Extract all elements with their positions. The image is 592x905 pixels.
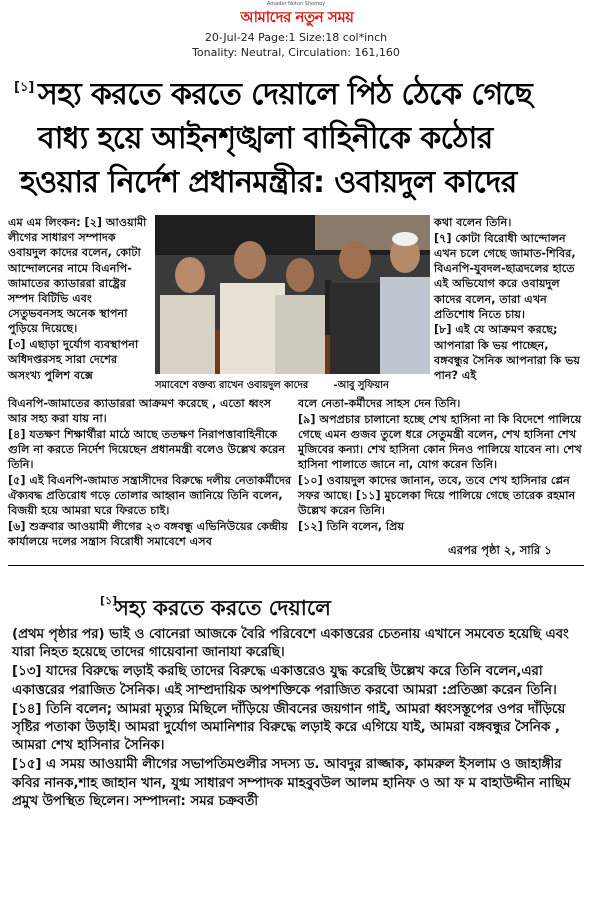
left-column-top — [8, 215, 150, 383]
headline-marker: [১] — [14, 80, 35, 95]
article-paragraph: এম এম লিংকন: [২] আওয়ামী লীগের সাধারণ সম্পাদক ওবায়দুল কাদের বলেন, কোটা আন্দোলনের নামে বিএনপি- জামাতের ক্যাডাররা রাষ্ট্রের সম্পদ বিটিভি এবং সেতুভবনসহ অনেক স্থাপনা পুড়িয়ে দিয়েছে। — [8, 216, 147, 336]
article-paragraph: (প্রথম পৃষ্ঠার পর) ভাই ও বোনেরা আজকে বৈরি পরিবেশে একাত্তরের চেতনায় এখানে সমবেত হয়েছি এবং যারা নিহত হয়েছে তাদের গায়েবানা জানাযা করেছি। — [12, 627, 569, 661]
continuation-marker: [১] — [100, 594, 118, 607]
article-paragraph: [৩] এছাড়া দুর্যোগ ব্যবস্থাপনা অধিদপ্তরসহ সারা দেশের অসংখ্য পুলিশ বক্সে — [8, 338, 139, 382]
article-paragraph: কথা বলেন তিনি। — [434, 216, 512, 229]
article-paragraph: [১২] তিনি বলেন, প্রিয় — [298, 520, 405, 534]
article-paragraph: [১৩] যাদের বিরুদ্ধে লড়াই করছি তাদের বিরুদ্ধে একাত্তরেও যুদ্ধ করেছি উল্লেখ করে তিনি বলেন,এরা একাত্তরের পরাজিত সৈনিক। এই সাম্প্রদায়িক অপশক্তিকে পরাজিত করবো আমরা :প্রতিজ্ঞা করেন তিনি। — [12, 664, 557, 698]
article-paragraph: [১৫] এ সময় আওয়ামী লীগের সভাপতিমণ্ডলীর সদস্য ড. আবদুর রাজ্জাক, কামরুল ইসলাম ও জাহাঙ্গীর কবির নানক,শাহ জাহান খান, যুগ্ম সাধারণ সম্পাদক মাহবুবউল আলম হানিফ ও আ ফ ম বাহাউদ্দীন নাছিম প্রমুখ উপস্থিত ছিলেন। সম্পাদনা: সমর চক্রবর্তী — [12, 757, 571, 809]
continued-on-label: এরপর পৃষ্ঠা ২, সারি ১ — [448, 543, 552, 557]
article-paragraph: [১৪] তিনি বলেন; আমরা মৃত্যুর মিছিলে দাঁড়িয়ে জীবনের জয়গান গাই, আমরা ধ্বংসস্তূপের ওপর দাঁড়িয়ে সৃষ্টির পতাকা উড়াই। আমরা দুর্যোগ অমানিশার বিরুদ্ধে লড়াই করে এগিয়ে যাই, আমরা বঙ্গবন্ধুর সৈনিক , আমরা শেখ হাসিনার সৈনিক। — [12, 701, 566, 754]
continuation-title: সহ্য করতে করতে দেয়ালে — [115, 596, 331, 620]
article-paragraph: [৭] কোটা বিরোধী আন্দোলন এখন চলে গেছে জামাত-শিবির, বিএনপি-যুবদল-ছাত্রদলের হাতে এই অভিযোগ করে ওবায়দুল কাদের বলেন, তারা এখন প্রতিশোধ নিতে চায়। — [434, 231, 576, 321]
article-photo — [155, 215, 430, 374]
rally-photo-illustration — [155, 215, 430, 374]
article-paragraph: [৯] অপপ্রচার চালানো হচ্ছে শেখ হাসিনা না কি বিদেশে পালিয়ে গেছে এমন গুজব তুলে ধরে সেতুমন্ত্রী বলেন, শেখ হাসিনা শেখ মুজিবের কন্যা। শেখ হাসিনা কোন দিনও পালিয়ে যাবেন না। শেখ হাসিনা পালাতে জানে না, যোগ করেন তিনি। — [298, 412, 582, 472]
headline-line-3: হওয়ার নির্দেশ প্রধানমন্ত্রীর: ওবায়দুল কাদের — [20, 165, 517, 200]
article-paragraph: [৪] যতক্ষণ শিক্ষার্থীরা মাঠে আছে ততক্ষণ নিরাপত্তাবাহিনীকে গুলি না করতে নির্দেশ দিয়েছেন প্রধানমন্ত্রী বলেও উল্লেখ করেন তিনি। — [8, 427, 286, 472]
masthead-logo: আমাদের নতুন সময় — [240, 8, 354, 26]
article-paragraph: [৫] এই বিএনপি-জামাত সন্ত্রাসীদের বিরুদ্ধে দলীয় নেতাকর্মীদের ঐক্যবদ্ধ প্রতিরোধ গড়ে তোলার আহ্বান জানিয়ে তিনি বলেন, বিজয়ী হয়ে আমরা ঘরে ফিরতে চাই। — [8, 474, 292, 518]
article-paragraph: [৬] শুক্রবার আওয়ামী লীগের ২৩ বঙ্গবন্ধু এভিনিউয়ের কেন্দ্রীয় কার্যালয়ে দলের সন্ত্রাস বিরোধী সমাবেশে এসব — [8, 520, 288, 549]
masthead-subtitle: Amader Notun Shomoy — [266, 1, 326, 7]
article-paragraph: বলে নেতা-কর্মীদের সাহস দেন তিনি। — [298, 397, 461, 410]
clipping-meta-date: 20-Jul-24 Page:1 Size:18 col*inch — [204, 31, 388, 44]
article-paragraph: বিএনপি-জামাতের ক্যাডাররা আক্রমণ করেছে , এতো ধ্বংস আর সহ্য করা যায় না। — [8, 397, 272, 426]
headline-line-1: সহ্য করতে করতে দেয়ালে পিঠ ঠেকে গেছে — [38, 77, 533, 112]
photo-credit: -আবু সুফিয়ান — [333, 380, 389, 391]
article-paragraph: [৮] এই যে আক্রমণ করছে; আপনারা কি ভয় পাচ্ছেন, বঙ্গবন্ধুর সৈনিক আপনারা কি ভয় পান? এই — [434, 323, 581, 383]
left-lower-column — [8, 396, 293, 550]
continuation-body — [12, 626, 584, 812]
right-column-top — [434, 215, 584, 384]
headline-line-2: বাধ্য হয়ে আইনশৃঙ্খলা বাহিনীকে কঠোর — [38, 121, 493, 156]
photo-caption-text: সমাবেশে বক্তব্য রাখেন ওবায়দুল কাদের — [155, 380, 309, 391]
right-lower-column — [298, 396, 584, 535]
section-divider — [8, 565, 584, 566]
photo-caption — [155, 378, 430, 395]
article-paragraph: [১০] ওবায়দুল কাদের জানান, তবে, তবে শেখ হাসিনার প্লেন সফর আছে। [১১] মুচলেকা দিয়ে পালিয়ে গেছে তারেক রহমান উল্লেখ করেন তিনি। — [298, 474, 576, 518]
clipping-meta-circulation: Tonality: Neutral, Circulation: 161,160 — [192, 46, 400, 59]
